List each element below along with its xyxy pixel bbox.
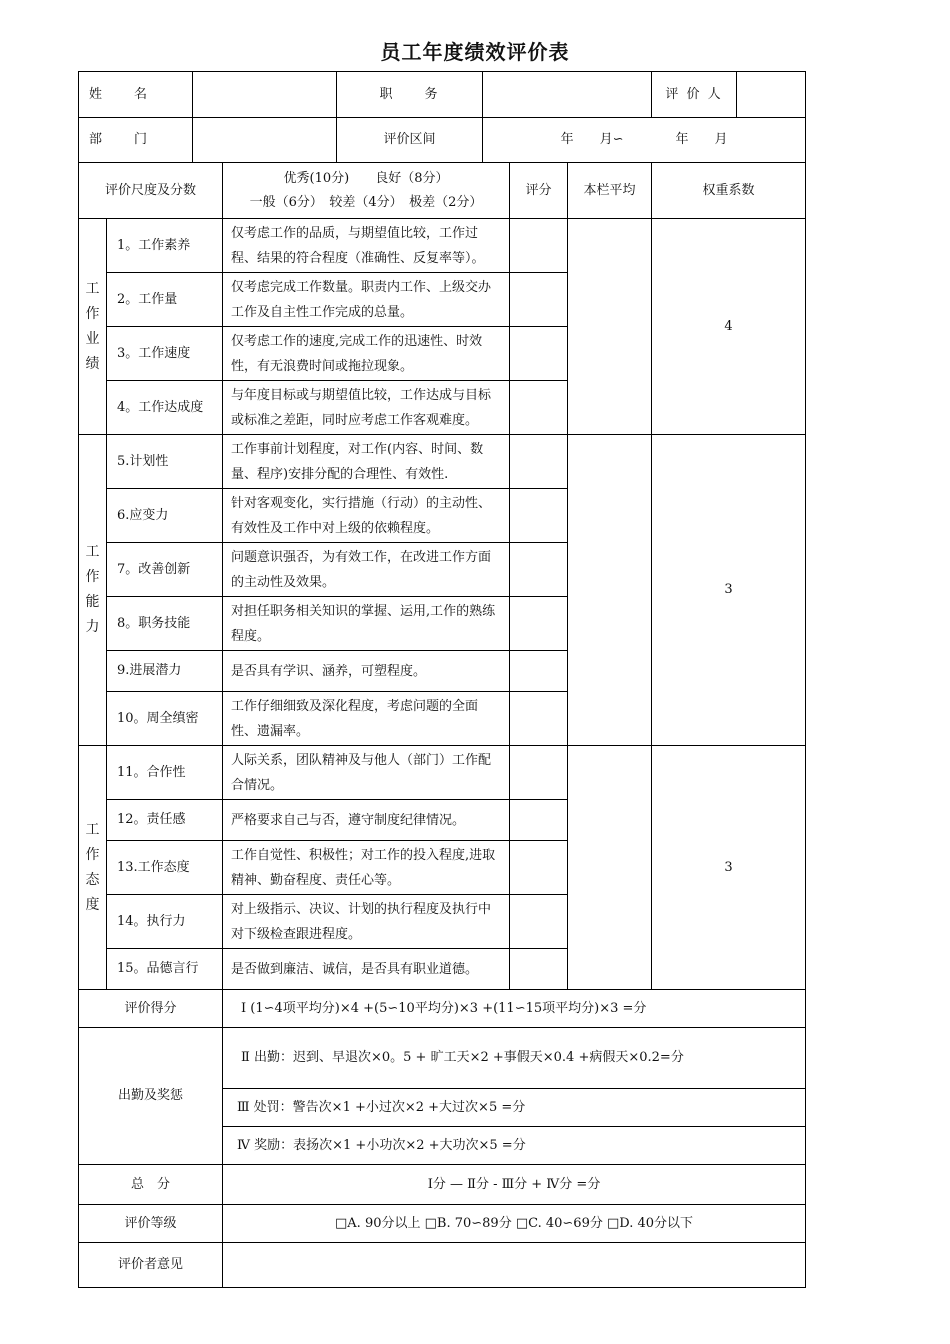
score-cell[interactable]: [510, 489, 568, 543]
average-cell[interactable]: [568, 435, 652, 746]
score-cell[interactable]: [510, 327, 568, 381]
period-label: 评价区间: [337, 118, 483, 163]
total-formula: Ⅰ分 — Ⅱ分 - Ⅲ分 + Ⅳ分 =分: [223, 1165, 806, 1205]
item-description: 问题意识强否，为有效工作，在改进工作方面的主动性及效果。: [223, 543, 510, 597]
item-name: 13.工作态度: [107, 841, 223, 895]
category-char: 态: [85, 871, 100, 888]
score-cell[interactable]: [510, 746, 568, 800]
item-name: 7。改善创新: [107, 543, 223, 597]
name-field[interactable]: [193, 72, 337, 118]
category-char: 绩: [85, 355, 100, 372]
penalty-formula: Ⅲ 处罚：警告次×1 +小过次×2 +大过次×5 =分: [223, 1089, 806, 1127]
opinion-label: 评价者意见: [79, 1243, 223, 1288]
category-char: 工: [85, 544, 100, 560]
category-label: [79, 818, 106, 918]
score-cell[interactable]: [510, 651, 568, 692]
item-description: 仅考虑工作的速度,完成工作的迅速性、时效性，有无浪费时间或拖拉现象。: [223, 327, 510, 381]
score-cell[interactable]: [510, 841, 568, 895]
score-cell[interactable]: [510, 543, 568, 597]
category-char: 工: [85, 280, 100, 297]
average-column-header: 本栏平均: [568, 163, 652, 219]
item-description: 针对客观变化，实行措施（行动）的主动性、有效性及工作中对上级的依赖程度。: [223, 489, 510, 543]
category-char: 作: [85, 846, 100, 863]
item-description: 人际关系，团队精神及与他人（部门）工作配合情况。: [223, 746, 510, 800]
score-cell[interactable]: [510, 895, 568, 949]
item-name: 12。责任感: [107, 800, 223, 841]
item-description: 工作仔细细致及深化程度，考虑问题的全面性、遗漏率。: [223, 692, 510, 746]
grade-label: 评价等级: [79, 1205, 223, 1243]
item-name: 6.应变力: [107, 489, 223, 543]
item-description: 工作事前计划程度，对工作(内容、时间、数量、程序)安排分配的合理性、有效性.: [223, 435, 510, 489]
item-name: 1。工作素养: [107, 219, 223, 273]
item-name: 3。工作速度: [107, 327, 223, 381]
item-name: 15。品德言行: [107, 949, 223, 990]
weight-value: 3: [652, 746, 806, 990]
name-label: 姓 名: [79, 72, 193, 118]
period-field[interactable]: 年 月∽ 年 月: [483, 118, 806, 163]
item-name: 8。职务技能: [107, 597, 223, 651]
category-char: 作: [85, 569, 100, 585]
position-label: 职 务: [337, 72, 483, 118]
evaluator-label: 评 价 人: [652, 72, 737, 118]
item-name: 11。合作性: [107, 746, 223, 800]
score-cell[interactable]: [510, 381, 568, 435]
category-performance: [79, 219, 107, 435]
total-label: 总 分: [79, 1165, 223, 1205]
scale-description: [223, 163, 510, 219]
item-description: 严格要求自己与否，遵守制度纪律情况。: [223, 800, 510, 841]
item-description: 是否做到廉洁、诚信，是否具有职业道德。: [223, 949, 510, 990]
category-char: 业: [85, 330, 100, 347]
category-char: 工: [85, 821, 100, 838]
reward-formula: Ⅳ 奖励：表扬次×1 +小功次×2 +大功次×5 =分: [223, 1127, 806, 1165]
item-name: 4。工作达成度: [107, 381, 223, 435]
scale-label: 评价尺度及分数: [79, 163, 223, 219]
item-description: 仅考虑工作的品质，与期望值比较，工作过程、结果的符合程度（准确性、反复率等）。: [223, 219, 510, 273]
item-name: 9.进展潜力: [107, 651, 223, 692]
item-name: 5.计划性: [107, 435, 223, 489]
category-char: 能: [85, 594, 100, 610]
category-char: 力: [85, 619, 100, 635]
category-ability: [79, 435, 107, 746]
item-description: 是否具有学识、涵养，可塑程度。: [223, 651, 510, 692]
weight-value: 3: [652, 435, 806, 746]
item-name: 2。工作量: [107, 273, 223, 327]
score-cell[interactable]: [510, 435, 568, 489]
score-cell[interactable]: [510, 597, 568, 651]
category-attitude: [79, 746, 107, 990]
category-char: 作: [85, 305, 100, 322]
item-description: 与年度目标或与期望值比较，工作达成与目标或标准之差距，同时应考虑工作客观难度。: [223, 381, 510, 435]
page-title: 员工年度绩效评价表: [380, 40, 570, 64]
score-cell[interactable]: [510, 800, 568, 841]
attendance-label: 出勤及奖惩: [79, 1028, 223, 1165]
score-column-header: 评分: [510, 163, 568, 219]
position-field[interactable]: [483, 72, 652, 118]
score-cell[interactable]: [510, 219, 568, 273]
evaluator-field[interactable]: [737, 72, 806, 118]
score-formula: Ⅰ (1∽4项平均分)×4 +(5∽10平均分)×3 +(11∽15项平均分)×3 =分: [223, 990, 806, 1028]
item-description: 仅考虑完成工作数量。职责内工作、上级交办工作及自主性工作完成的总量。: [223, 273, 510, 327]
item-description: 工作自觉性、积极性；对工作的投入程度,进取精神、勤奋程度、责任心等。: [223, 841, 510, 895]
average-cell[interactable]: [568, 219, 652, 435]
evaluation-table: [78, 71, 806, 1288]
grade-options[interactable]: □A. 90分以上 □B. 70∽89分 □C. 40∽69分 □D. 40分以下: [223, 1205, 806, 1243]
score-cell[interactable]: [510, 949, 568, 990]
category-label: [79, 277, 106, 377]
score-cell[interactable]: [510, 273, 568, 327]
item-name: 10。周全缜密: [107, 692, 223, 746]
item-name: 14。执行力: [107, 895, 223, 949]
dept-field[interactable]: [193, 118, 337, 163]
scale-line-2: 一般（6分） 较差（4分） 极差（2分）: [249, 194, 483, 210]
score-label: 评价得分: [79, 990, 223, 1028]
category-char: 度: [85, 896, 100, 913]
weight-value: 4: [652, 219, 806, 435]
score-cell[interactable]: [510, 692, 568, 746]
average-cell[interactable]: [568, 746, 652, 990]
item-description: 对担任职务相关知识的掌握、运用,工作的熟练程度。: [223, 597, 510, 651]
opinion-field[interactable]: [223, 1243, 806, 1288]
dept-label: 部 门: [79, 118, 193, 163]
weight-column-header: 权重系数: [652, 163, 806, 219]
category-label: [79, 540, 106, 640]
scale-line-1: 优秀(10分) 良好（8分）: [283, 170, 449, 186]
attendance-formula: Ⅱ 出勤：迟到、早退次×0。5 + 旷工天×2 +事假天×0.4 +病假天×0.2=分: [223, 1028, 806, 1089]
item-description: 对上级指示、决议、计划的执行程度及执行中对下级检查跟进程度。: [223, 895, 510, 949]
